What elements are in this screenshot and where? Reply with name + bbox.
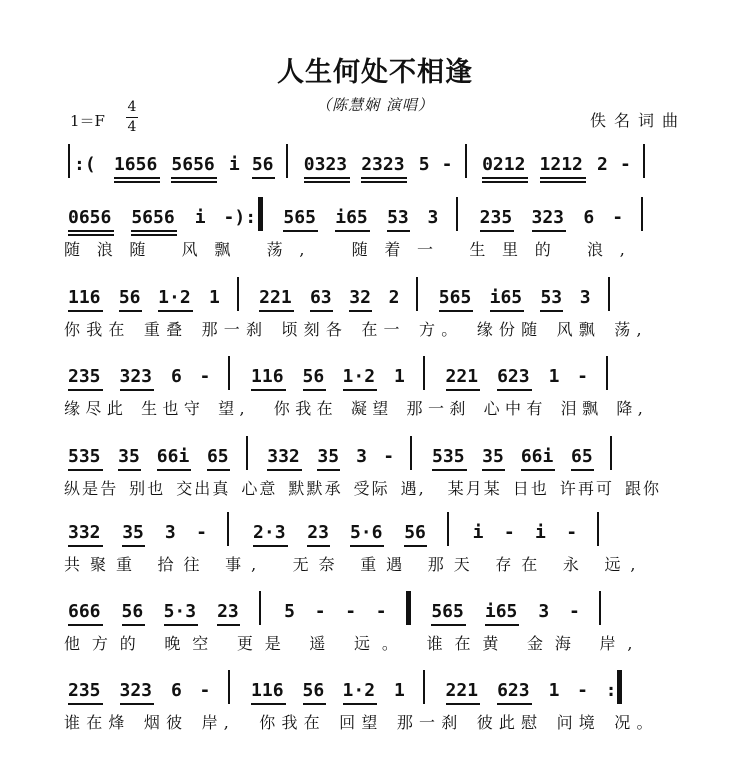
lyric-phrase: 荡, — [614, 320, 648, 339]
note-group: 6 — [583, 207, 595, 228]
note-group: 35 — [122, 522, 144, 543]
beam-underline — [361, 177, 407, 179]
note-group: 56 — [302, 680, 325, 701]
beam-underline — [343, 703, 378, 705]
note-group: 666 — [68, 601, 101, 622]
beam-underline — [350, 545, 385, 547]
note-group: 5656 — [131, 207, 175, 228]
sustain-dash: - — [199, 366, 211, 387]
lyric-phrase: 彼此慰 — [476, 713, 544, 732]
beam-underline — [304, 181, 350, 183]
beam-underline — [432, 469, 467, 471]
note-group: 116 — [68, 287, 101, 308]
lyric-phrase: 烟彼 — [143, 713, 189, 732]
note-group: i65 — [489, 287, 523, 308]
sustain-dash: - — [568, 601, 580, 622]
lyric-phrase: 谁在黄 — [426, 634, 511, 653]
lyric-phrase: 回望 — [339, 713, 384, 732]
note-group: 1·2 — [342, 680, 376, 701]
notation-line — [64, 518, 682, 548]
note-group: 1 — [394, 680, 405, 701]
lyric-phrase: 心意 — [241, 479, 278, 498]
time-signature — [126, 98, 138, 137]
note-group: 565 — [283, 207, 316, 228]
sustain-dash: - — [612, 207, 624, 228]
beam-underline — [304, 177, 350, 179]
beam-underline — [207, 469, 230, 471]
barline — [597, 512, 599, 546]
lyric-phrase: 降, — [616, 399, 649, 418]
lyric-phrase: 纵是告 — [64, 479, 119, 498]
note-group: 332 — [267, 446, 300, 467]
beam-underline — [171, 177, 217, 179]
lyric-line — [64, 710, 682, 732]
beam-underline — [521, 469, 556, 471]
note-group: 535 — [432, 446, 465, 467]
lyric-phrase: 那天 — [427, 555, 480, 574]
note-group: 65 — [570, 446, 593, 467]
note-group: 1656 — [113, 154, 158, 175]
lyric-phrase: 谁在烽 — [64, 713, 131, 732]
lyric-phrase: 他方的 — [64, 634, 148, 653]
barline — [423, 670, 425, 704]
lyric-phrase: 某月某 — [447, 479, 502, 498]
beam-underline — [120, 389, 155, 391]
lyric-phrase: 泪飘 — [560, 399, 604, 418]
note-group: 221 — [445, 366, 479, 387]
beam-underline — [131, 230, 177, 232]
lyric-phrase: 生里的 — [469, 240, 568, 259]
barline — [410, 436, 412, 470]
repeat-end-barline — [617, 670, 622, 704]
lyric-phrase: 许再可 — [559, 479, 615, 498]
beam-underline — [480, 230, 515, 232]
lyric-phrase: 缘份随 — [476, 320, 544, 339]
lyric-phrase: 岸, — [599, 634, 645, 653]
beam-underline — [485, 624, 520, 626]
beam-underline — [119, 310, 142, 312]
beam-underline — [131, 234, 177, 236]
lyric-phrase: 风飘 — [556, 320, 601, 339]
note-group: 66i — [520, 446, 554, 467]
notation-line — [64, 203, 682, 233]
note-group: 2323 — [361, 154, 405, 175]
beam-underline — [446, 703, 481, 705]
notation-line — [64, 442, 682, 472]
note-group: i — [535, 522, 546, 543]
note-group: 221 — [259, 287, 292, 308]
note-group: 35 — [317, 446, 340, 467]
note-group: 56 — [302, 366, 325, 387]
beam-underline — [497, 703, 532, 705]
beam-underline — [490, 310, 525, 312]
lyric-phrase: 望, — [218, 399, 251, 418]
barline — [610, 436, 612, 470]
beam-underline — [540, 310, 563, 312]
note-group: 323 — [531, 207, 565, 228]
sustain-dash: - — [196, 522, 207, 543]
note-group: 235 — [479, 207, 513, 228]
note-group: 53 — [387, 207, 409, 228]
lyric-phrase: 凝望 — [350, 399, 394, 418]
note-group: 2·3 — [253, 522, 286, 543]
beam-underline — [283, 230, 318, 232]
lyric-phrase: 远。 — [354, 634, 410, 653]
lyric-phrase: 事, — [225, 555, 267, 574]
note-group: 2 — [596, 154, 608, 175]
sustain-dash: - — [314, 601, 326, 622]
barline — [416, 277, 418, 311]
beam-underline — [571, 469, 594, 471]
note-group: i65 — [335, 207, 368, 228]
beam-underline — [532, 230, 567, 232]
note-group: i — [472, 522, 484, 543]
sustain-dash: - — [375, 601, 387, 622]
lyric-line — [64, 631, 682, 653]
beam-underline — [122, 545, 145, 547]
composer-credit: 佚名词曲 — [590, 111, 687, 130]
note-group: 65 — [206, 446, 229, 467]
note-group: 1212 — [539, 154, 583, 175]
beam-underline — [482, 177, 528, 179]
barline — [599, 591, 601, 625]
beam-underline — [259, 310, 294, 312]
note-group: 1 — [548, 680, 560, 701]
beam-underline — [497, 389, 532, 391]
note-group: 0656 — [68, 207, 112, 228]
note-group: 2 — [388, 287, 400, 308]
beam-underline — [317, 469, 340, 471]
note-group: 63 — [309, 287, 332, 308]
beam-underline — [68, 234, 114, 236]
note-group: 56 — [251, 154, 274, 175]
note-group: i65 — [484, 601, 518, 622]
lyric-phrase: 心中有 — [483, 399, 548, 418]
beam-underline — [439, 310, 474, 312]
beam-underline — [335, 230, 370, 232]
lyric-line — [64, 552, 682, 574]
performer-subtitle: （陈慧娴 演唱） — [316, 96, 434, 114]
sustain-dash: - — [199, 680, 211, 701]
beam-underline — [114, 177, 160, 179]
beam-underline — [482, 181, 528, 183]
barline — [228, 356, 230, 390]
note-group: 5·3 — [163, 601, 197, 622]
sustain-dash: - — [577, 680, 588, 701]
beam-underline — [361, 181, 407, 183]
lyric-phrase: 顷刻各 — [281, 320, 349, 339]
sustain-dash: - — [345, 601, 357, 622]
barline — [643, 144, 645, 178]
notation-line — [64, 283, 682, 313]
barline — [465, 144, 467, 178]
lyric-phrase: 跟你 — [624, 479, 662, 498]
note-group: 1·2 — [158, 287, 191, 308]
beam-underline — [307, 545, 330, 547]
beam-underline — [251, 703, 286, 705]
note-group: 23 — [217, 601, 239, 622]
note-group: 1 — [208, 287, 220, 308]
barline — [227, 512, 229, 546]
lyric-phrase: 你我在 — [64, 320, 131, 339]
double-barline — [406, 591, 411, 625]
note-group: 5 — [418, 154, 430, 175]
lyric-line — [64, 237, 682, 259]
lyric-phrase: 荡, — [266, 240, 322, 259]
note-group: 565 — [431, 601, 464, 622]
note-group: 53 — [540, 287, 563, 308]
lyric-phrase: 更是 — [236, 634, 293, 653]
beam-underline — [68, 545, 103, 547]
beam-underline — [68, 230, 114, 232]
beam-underline — [310, 310, 333, 312]
note-group: 221 — [445, 680, 479, 701]
notation-line — [64, 597, 682, 627]
lyric-phrase: 况。 — [614, 713, 659, 732]
lyric-phrase: 你我在 — [273, 399, 339, 418]
barline — [641, 197, 643, 231]
barline — [228, 670, 230, 704]
beam-underline — [157, 469, 192, 471]
lyric-phrase: 问境 — [556, 713, 601, 732]
note-group: 56 — [118, 287, 141, 308]
note-group: 35 — [118, 446, 140, 467]
time-signature-bottom: 4 — [127, 119, 137, 135]
beam-underline — [349, 310, 372, 312]
note-group: 5·6 — [349, 522, 383, 543]
barline — [447, 512, 449, 546]
note-group: 116 — [251, 366, 284, 387]
lyric-line — [64, 476, 682, 498]
beam-underline — [122, 624, 145, 626]
barline — [606, 356, 608, 390]
lyric-phrase: 缘尽此 — [64, 399, 129, 418]
beam-underline — [118, 469, 141, 471]
note-group: 323 — [119, 680, 153, 701]
lyric-phrase: 永 — [562, 555, 589, 574]
note-group: 116 — [251, 680, 284, 701]
lyric-line — [64, 396, 682, 418]
lyric-phrase: 别也 — [129, 479, 166, 498]
beam-underline — [343, 389, 378, 391]
note-group: 3 — [538, 601, 550, 622]
beam-underline — [68, 469, 103, 471]
lyric-line — [64, 317, 682, 339]
lyric-phrase: 浪, — [587, 240, 642, 259]
sustain-dash: - — [441, 154, 453, 175]
lyric-phrase: 方。 — [419, 320, 464, 339]
lyric-phrase: 共聚重 — [64, 555, 142, 574]
lyric-phrase: 那一刹 — [396, 713, 464, 732]
lyric-phrase: 岸, — [201, 713, 236, 732]
lyric-phrase: 无奈 — [292, 555, 345, 574]
note-group: 623 — [497, 366, 530, 387]
beam-underline — [217, 624, 240, 626]
barline — [259, 591, 261, 625]
lyric-phrase: 生也守 — [141, 399, 206, 418]
lyric-phrase: 默默承 — [288, 479, 343, 498]
note-group: 56 — [121, 601, 144, 622]
beam-underline — [252, 177, 275, 179]
repeat-end-barline — [258, 197, 263, 231]
beam-underline — [68, 310, 103, 312]
barline — [423, 356, 425, 390]
lyric-phrase: 重叠 — [143, 320, 189, 339]
barline — [286, 144, 288, 178]
note-group: 3 — [356, 446, 367, 467]
note-group: 5656 — [171, 154, 215, 175]
song-title: 人生何处不相逢 — [277, 57, 473, 88]
note-group: 0212 — [482, 154, 526, 175]
lyric-phrase: 日也 — [512, 479, 549, 498]
note-group: 623 — [497, 680, 530, 701]
time-signature-top: 4 — [127, 99, 137, 115]
note-group: i — [228, 154, 240, 175]
note-group: 565 — [438, 287, 472, 308]
note-group: 32 — [349, 287, 371, 308]
lyric-phrase: 重遇 — [360, 555, 413, 574]
time-signature-fraction-bar — [126, 117, 138, 118]
note-group: 1 — [548, 366, 560, 387]
notation-line — [64, 676, 682, 706]
note-group: 66i — [156, 446, 190, 467]
sustain-dash: - — [566, 522, 578, 543]
beam-underline — [303, 389, 326, 391]
barline — [456, 197, 458, 231]
beam-underline — [303, 703, 326, 705]
note-group: 6 — [171, 366, 182, 387]
lyric-phrase: 金海 — [526, 634, 583, 653]
beam-underline — [540, 177, 586, 179]
lyric-phrase: 在一 — [361, 320, 406, 339]
beam-underline — [253, 545, 288, 547]
beam-underline — [267, 469, 302, 471]
note-group: 35 — [482, 446, 504, 467]
lyric-phrase: 你我在 — [259, 713, 326, 732]
beam-underline — [251, 389, 286, 391]
note-group: 323 — [119, 366, 153, 387]
repeat-end-sign: : — [605, 680, 617, 701]
notation-line — [64, 362, 682, 392]
note-group: 56 — [404, 522, 426, 543]
lyric-phrase: 远, — [604, 555, 646, 574]
note-group: 235 — [68, 680, 101, 701]
barline — [608, 277, 610, 311]
note-group: i — [194, 207, 206, 228]
lyric-phrase: 晚空 — [164, 634, 221, 653]
note-group: 535 — [68, 446, 101, 467]
lyric-phrase: 遥 — [309, 634, 338, 653]
lyric-phrase: 随浪随 — [64, 240, 163, 259]
barline — [237, 277, 239, 311]
beam-underline — [120, 703, 155, 705]
beam-underline — [482, 469, 505, 471]
lyric-phrase: 随着一 — [351, 240, 450, 259]
note-group: 3 — [579, 287, 591, 308]
barline — [246, 436, 248, 470]
beam-underline — [387, 230, 410, 232]
lyric-phrase: 遇, — [400, 479, 426, 498]
note-group: 235 — [68, 366, 101, 387]
repeat-end-sign: -): — [223, 207, 257, 228]
lyric-phrase: 交出真 — [176, 479, 231, 498]
beam-underline — [171, 181, 217, 183]
sustain-dash: - — [383, 446, 395, 467]
key-signature: 1＝F — [70, 112, 105, 130]
beam-underline — [404, 545, 427, 547]
note-group: 3 — [164, 522, 176, 543]
beam-underline — [158, 310, 193, 312]
note-group: 3 — [427, 207, 439, 228]
note-group: 6 — [171, 680, 182, 701]
beam-underline — [68, 389, 103, 391]
sustain-dash: - — [503, 522, 515, 543]
beam-underline — [540, 181, 586, 183]
sustain-dash: - — [619, 154, 631, 175]
note-group: 332 — [68, 522, 101, 543]
lyric-phrase: 风飘 — [181, 240, 248, 259]
lyric-phrase: 存在 — [495, 555, 548, 574]
lyric-phrase: 那一刹 — [201, 320, 269, 339]
beam-underline — [164, 624, 199, 626]
lyric-phrase: 受际 — [353, 479, 390, 498]
note-group: 0323 — [303, 154, 348, 175]
beam-underline — [446, 389, 481, 391]
notation-line — [64, 150, 682, 180]
lyric-phrase: 那一刹 — [406, 399, 471, 418]
note-group: 1·2 — [342, 366, 376, 387]
beam-underline — [431, 624, 466, 626]
lyric-phrase: 拾往 — [157, 555, 210, 574]
beam-underline — [68, 703, 103, 705]
note-group: 23 — [307, 522, 329, 543]
beam-underline — [114, 181, 160, 183]
repeat-start-sign: :( — [74, 154, 96, 175]
note-group: 5 — [284, 601, 296, 622]
note-group: 1 — [394, 366, 405, 387]
sustain-dash: - — [577, 366, 588, 387]
repeat-start-barline — [68, 144, 70, 178]
beam-underline — [68, 624, 103, 626]
